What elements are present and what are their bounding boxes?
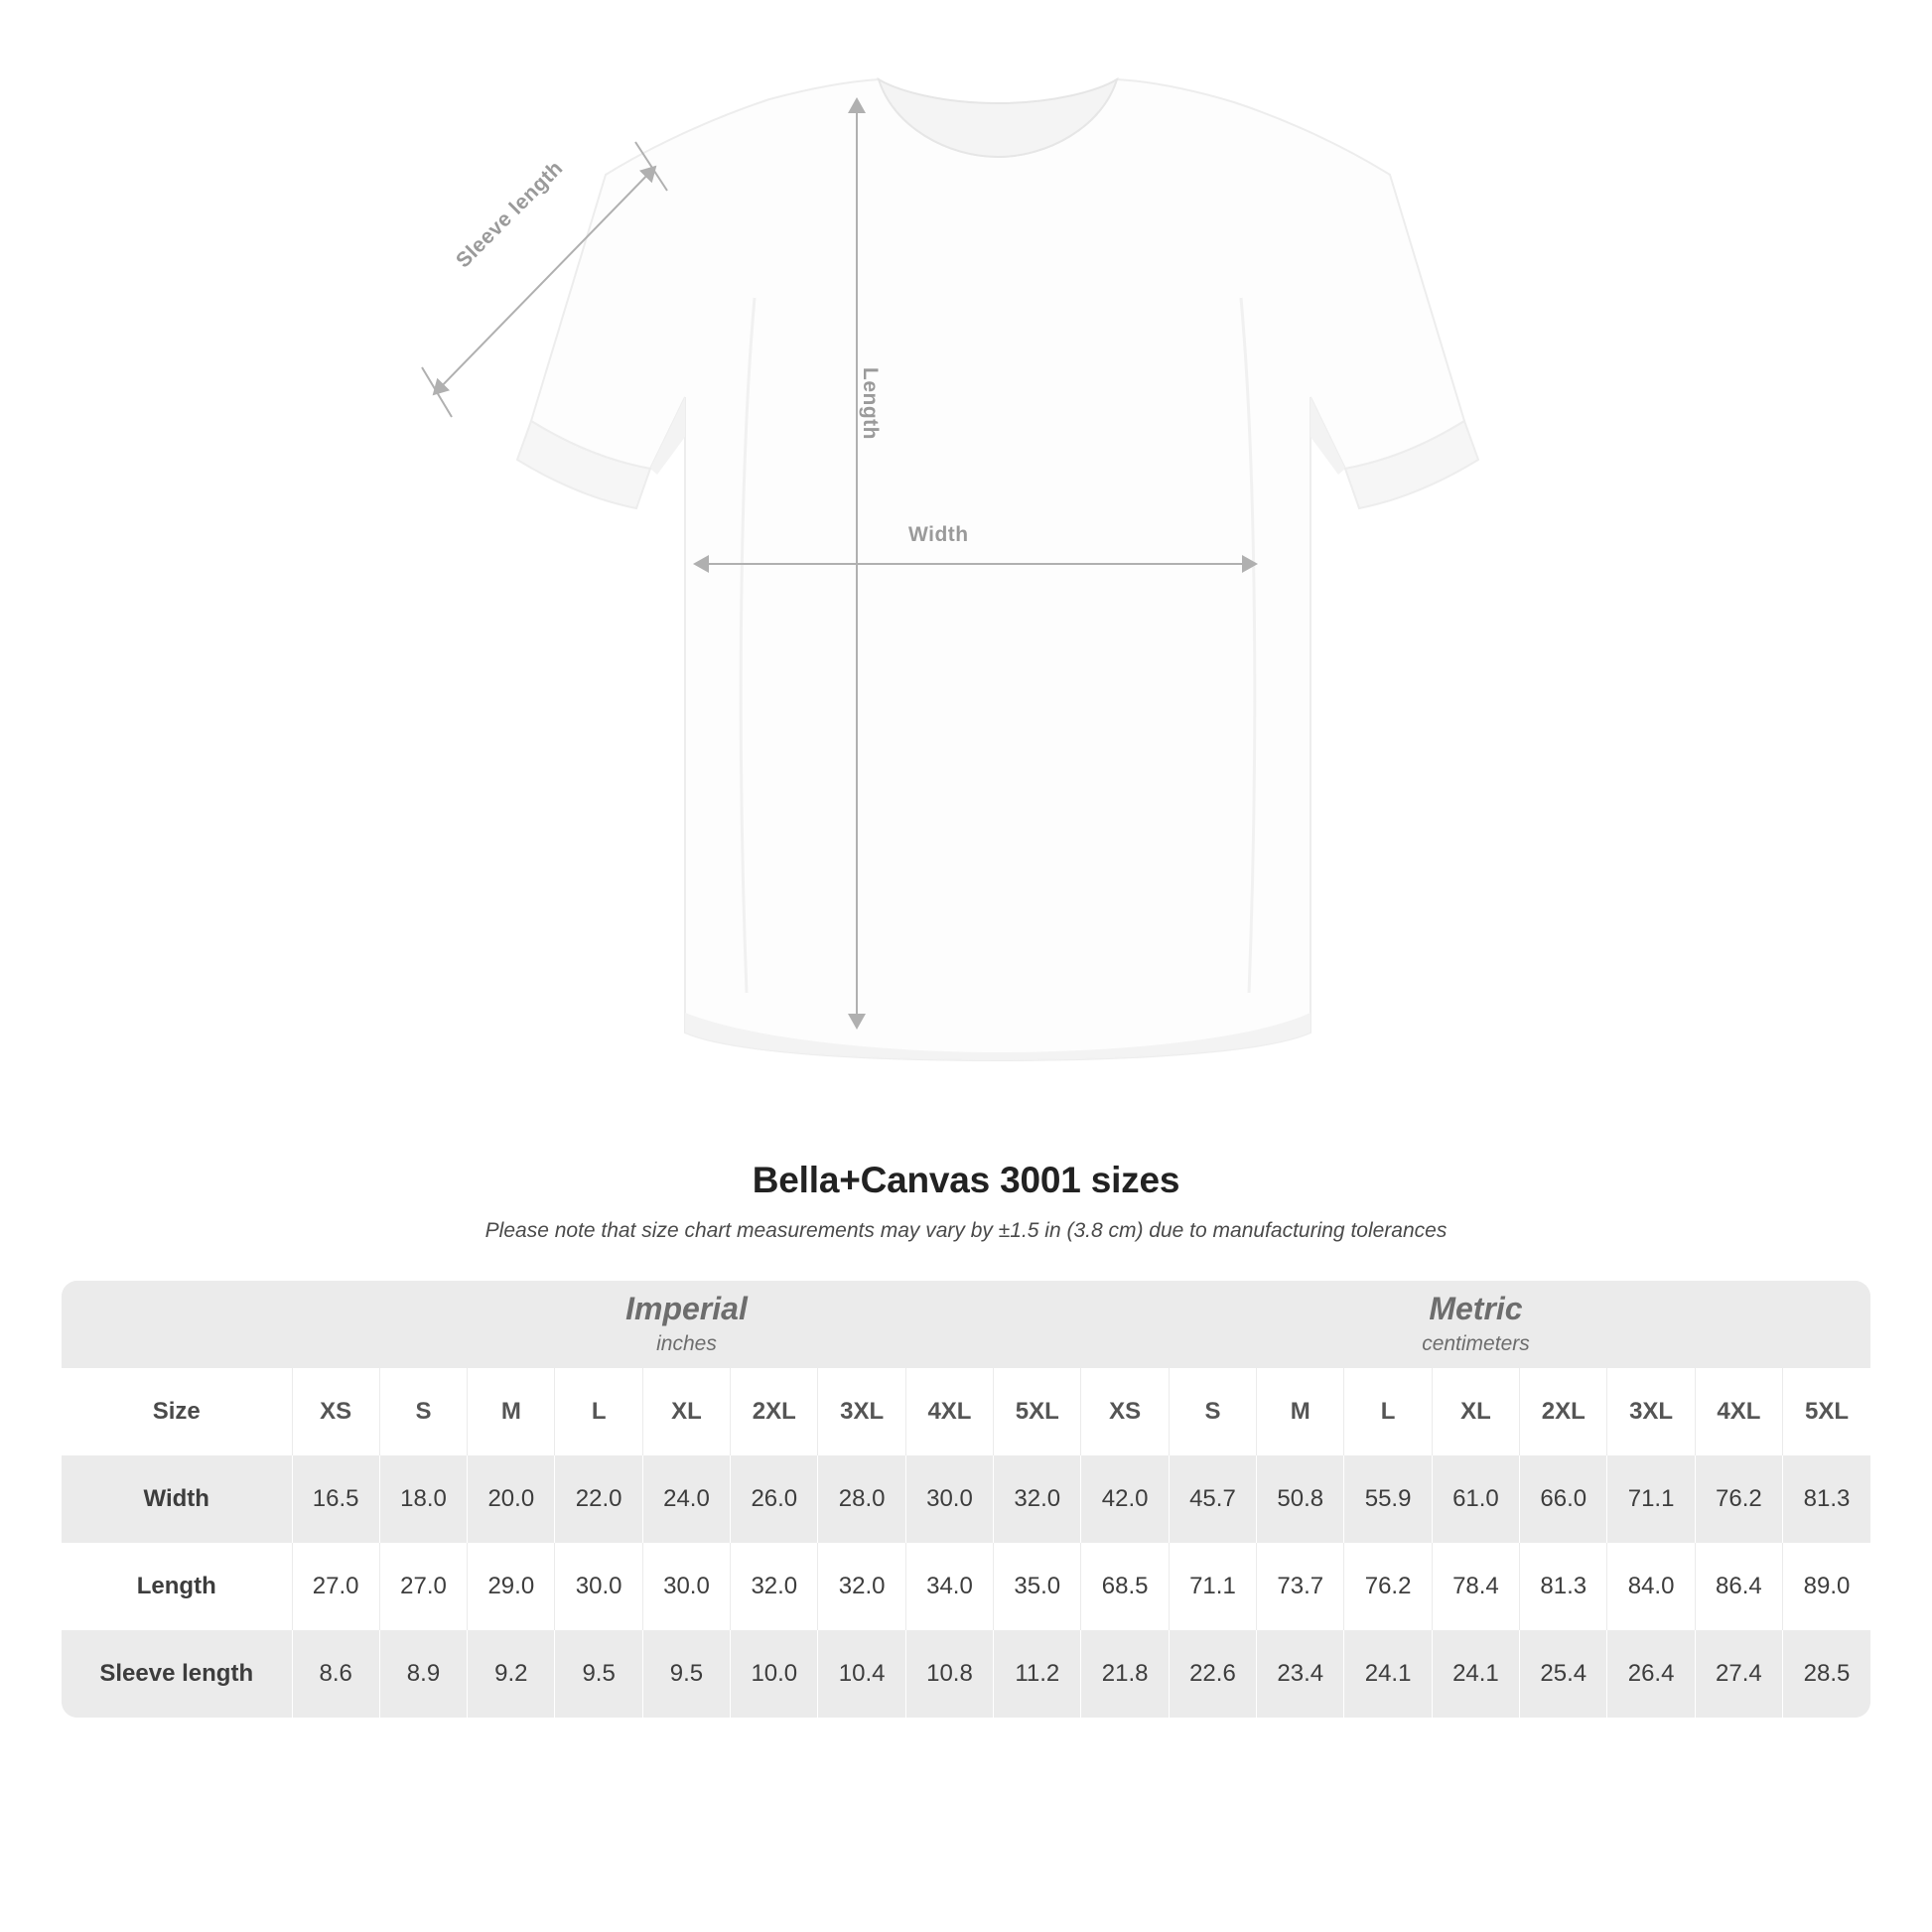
cell: 22.0: [555, 1455, 642, 1543]
cell: 32.0: [731, 1543, 818, 1630]
cell: 68.5: [1081, 1543, 1169, 1630]
table-row: [62, 1543, 1870, 1630]
column-header: 4XL: [905, 1368, 993, 1455]
column-header: L: [555, 1368, 642, 1455]
cell: 61.0: [1432, 1455, 1519, 1543]
column-header: S: [1169, 1368, 1256, 1455]
sleeve-length-label: Sleeve length: [452, 156, 568, 273]
row-label-length: Length: [62, 1543, 292, 1630]
cell: 24.0: [642, 1455, 730, 1543]
row-label-sleeve-length: Sleeve length: [62, 1630, 292, 1718]
cell: 32.0: [994, 1455, 1081, 1543]
cell: 76.2: [1695, 1455, 1782, 1543]
column-header: L: [1344, 1368, 1432, 1455]
cell: 34.0: [905, 1543, 993, 1630]
cell: 8.6: [292, 1630, 379, 1718]
cell: 71.1: [1169, 1543, 1256, 1630]
cell: 22.6: [1169, 1630, 1256, 1718]
cell: 16.5: [292, 1455, 379, 1543]
column-header: S: [379, 1368, 467, 1455]
cell: 45.7: [1169, 1455, 1256, 1543]
width-label: Width: [908, 523, 969, 546]
cell: 28.0: [818, 1455, 905, 1543]
cell: 89.0: [1783, 1543, 1870, 1630]
column-header: 3XL: [1607, 1368, 1695, 1455]
unit-imperial-name: Imperial: [625, 1291, 748, 1327]
unit-imperial-sub: inches: [656, 1332, 717, 1356]
cell: 23.4: [1257, 1630, 1344, 1718]
cell: 9.5: [642, 1630, 730, 1718]
unit-metric-sub: centimeters: [1422, 1332, 1530, 1356]
cell: 26.0: [731, 1455, 818, 1543]
column-header-size: Size: [62, 1368, 292, 1455]
cell: 24.1: [1432, 1630, 1519, 1718]
cell: 42.0: [1081, 1455, 1169, 1543]
table-row: [62, 1455, 1870, 1543]
cell: 50.8: [1257, 1455, 1344, 1543]
cell: 25.4: [1520, 1630, 1607, 1718]
cell: 21.8: [1081, 1630, 1169, 1718]
cell: 81.3: [1783, 1455, 1870, 1543]
cell: 30.0: [642, 1543, 730, 1630]
cell: 26.4: [1607, 1630, 1695, 1718]
tolerance-note: Please note that size chart measurements may vary by ±1.5 in (3.8 cm) due to manufacturing tolerances: [484, 1219, 1448, 1242]
cell: 66.0: [1520, 1455, 1607, 1543]
cell: 84.0: [1607, 1543, 1695, 1630]
column-header: 3XL: [818, 1368, 905, 1455]
cell: 11.2: [994, 1630, 1081, 1718]
unit-metric: [1081, 1281, 1870, 1368]
column-header: XL: [642, 1368, 730, 1455]
column-header: 5XL: [994, 1368, 1081, 1455]
table-row: [62, 1630, 1870, 1718]
column-header: XS: [292, 1368, 379, 1455]
column-header: 2XL: [1520, 1368, 1607, 1455]
cell: 18.0: [379, 1455, 467, 1543]
cell: 24.1: [1344, 1630, 1432, 1718]
table-header-row: [62, 1368, 1870, 1455]
title-block: [0, 1160, 1932, 1243]
cell: 55.9: [1344, 1455, 1432, 1543]
cell: 78.4: [1432, 1543, 1519, 1630]
units-header-row: [62, 1281, 1870, 1368]
length-label: Length: [859, 367, 882, 440]
tshirt-shape: [517, 79, 1478, 1060]
cell: 9.5: [555, 1630, 642, 1718]
cell: 71.1: [1607, 1455, 1695, 1543]
size-chart-table: [62, 1281, 1870, 1718]
row-label-width: Width: [62, 1455, 292, 1543]
column-header: XS: [1081, 1368, 1169, 1455]
column-header: 2XL: [731, 1368, 818, 1455]
unit-metric-name: Metric: [1429, 1291, 1523, 1327]
cell: 81.3: [1520, 1543, 1607, 1630]
page-title: Bella+Canvas 3001 sizes: [752, 1160, 1180, 1200]
cell: 76.2: [1344, 1543, 1432, 1630]
column-header: M: [468, 1368, 555, 1455]
cell: 10.8: [905, 1630, 993, 1718]
cell: 28.5: [1783, 1630, 1870, 1718]
cell: 32.0: [818, 1543, 905, 1630]
column-header: 4XL: [1695, 1368, 1782, 1455]
column-header: M: [1257, 1368, 1344, 1455]
units-spacer: [62, 1281, 292, 1368]
unit-imperial: [292, 1281, 1081, 1368]
cell: 27.0: [292, 1543, 379, 1630]
cell: 10.0: [731, 1630, 818, 1718]
cell: 8.9: [379, 1630, 467, 1718]
cell: 73.7: [1257, 1543, 1344, 1630]
cell: 9.2: [468, 1630, 555, 1718]
cell: 27.0: [379, 1543, 467, 1630]
cell: 20.0: [468, 1455, 555, 1543]
cell: 30.0: [555, 1543, 642, 1630]
cell: 30.0: [905, 1455, 993, 1543]
column-header: 5XL: [1783, 1368, 1870, 1455]
cell: 10.4: [818, 1630, 905, 1718]
cell: 29.0: [468, 1543, 555, 1630]
cell: 86.4: [1695, 1543, 1782, 1630]
cell: 35.0: [994, 1543, 1081, 1630]
column-header: XL: [1432, 1368, 1519, 1455]
cell: 27.4: [1695, 1630, 1782, 1718]
